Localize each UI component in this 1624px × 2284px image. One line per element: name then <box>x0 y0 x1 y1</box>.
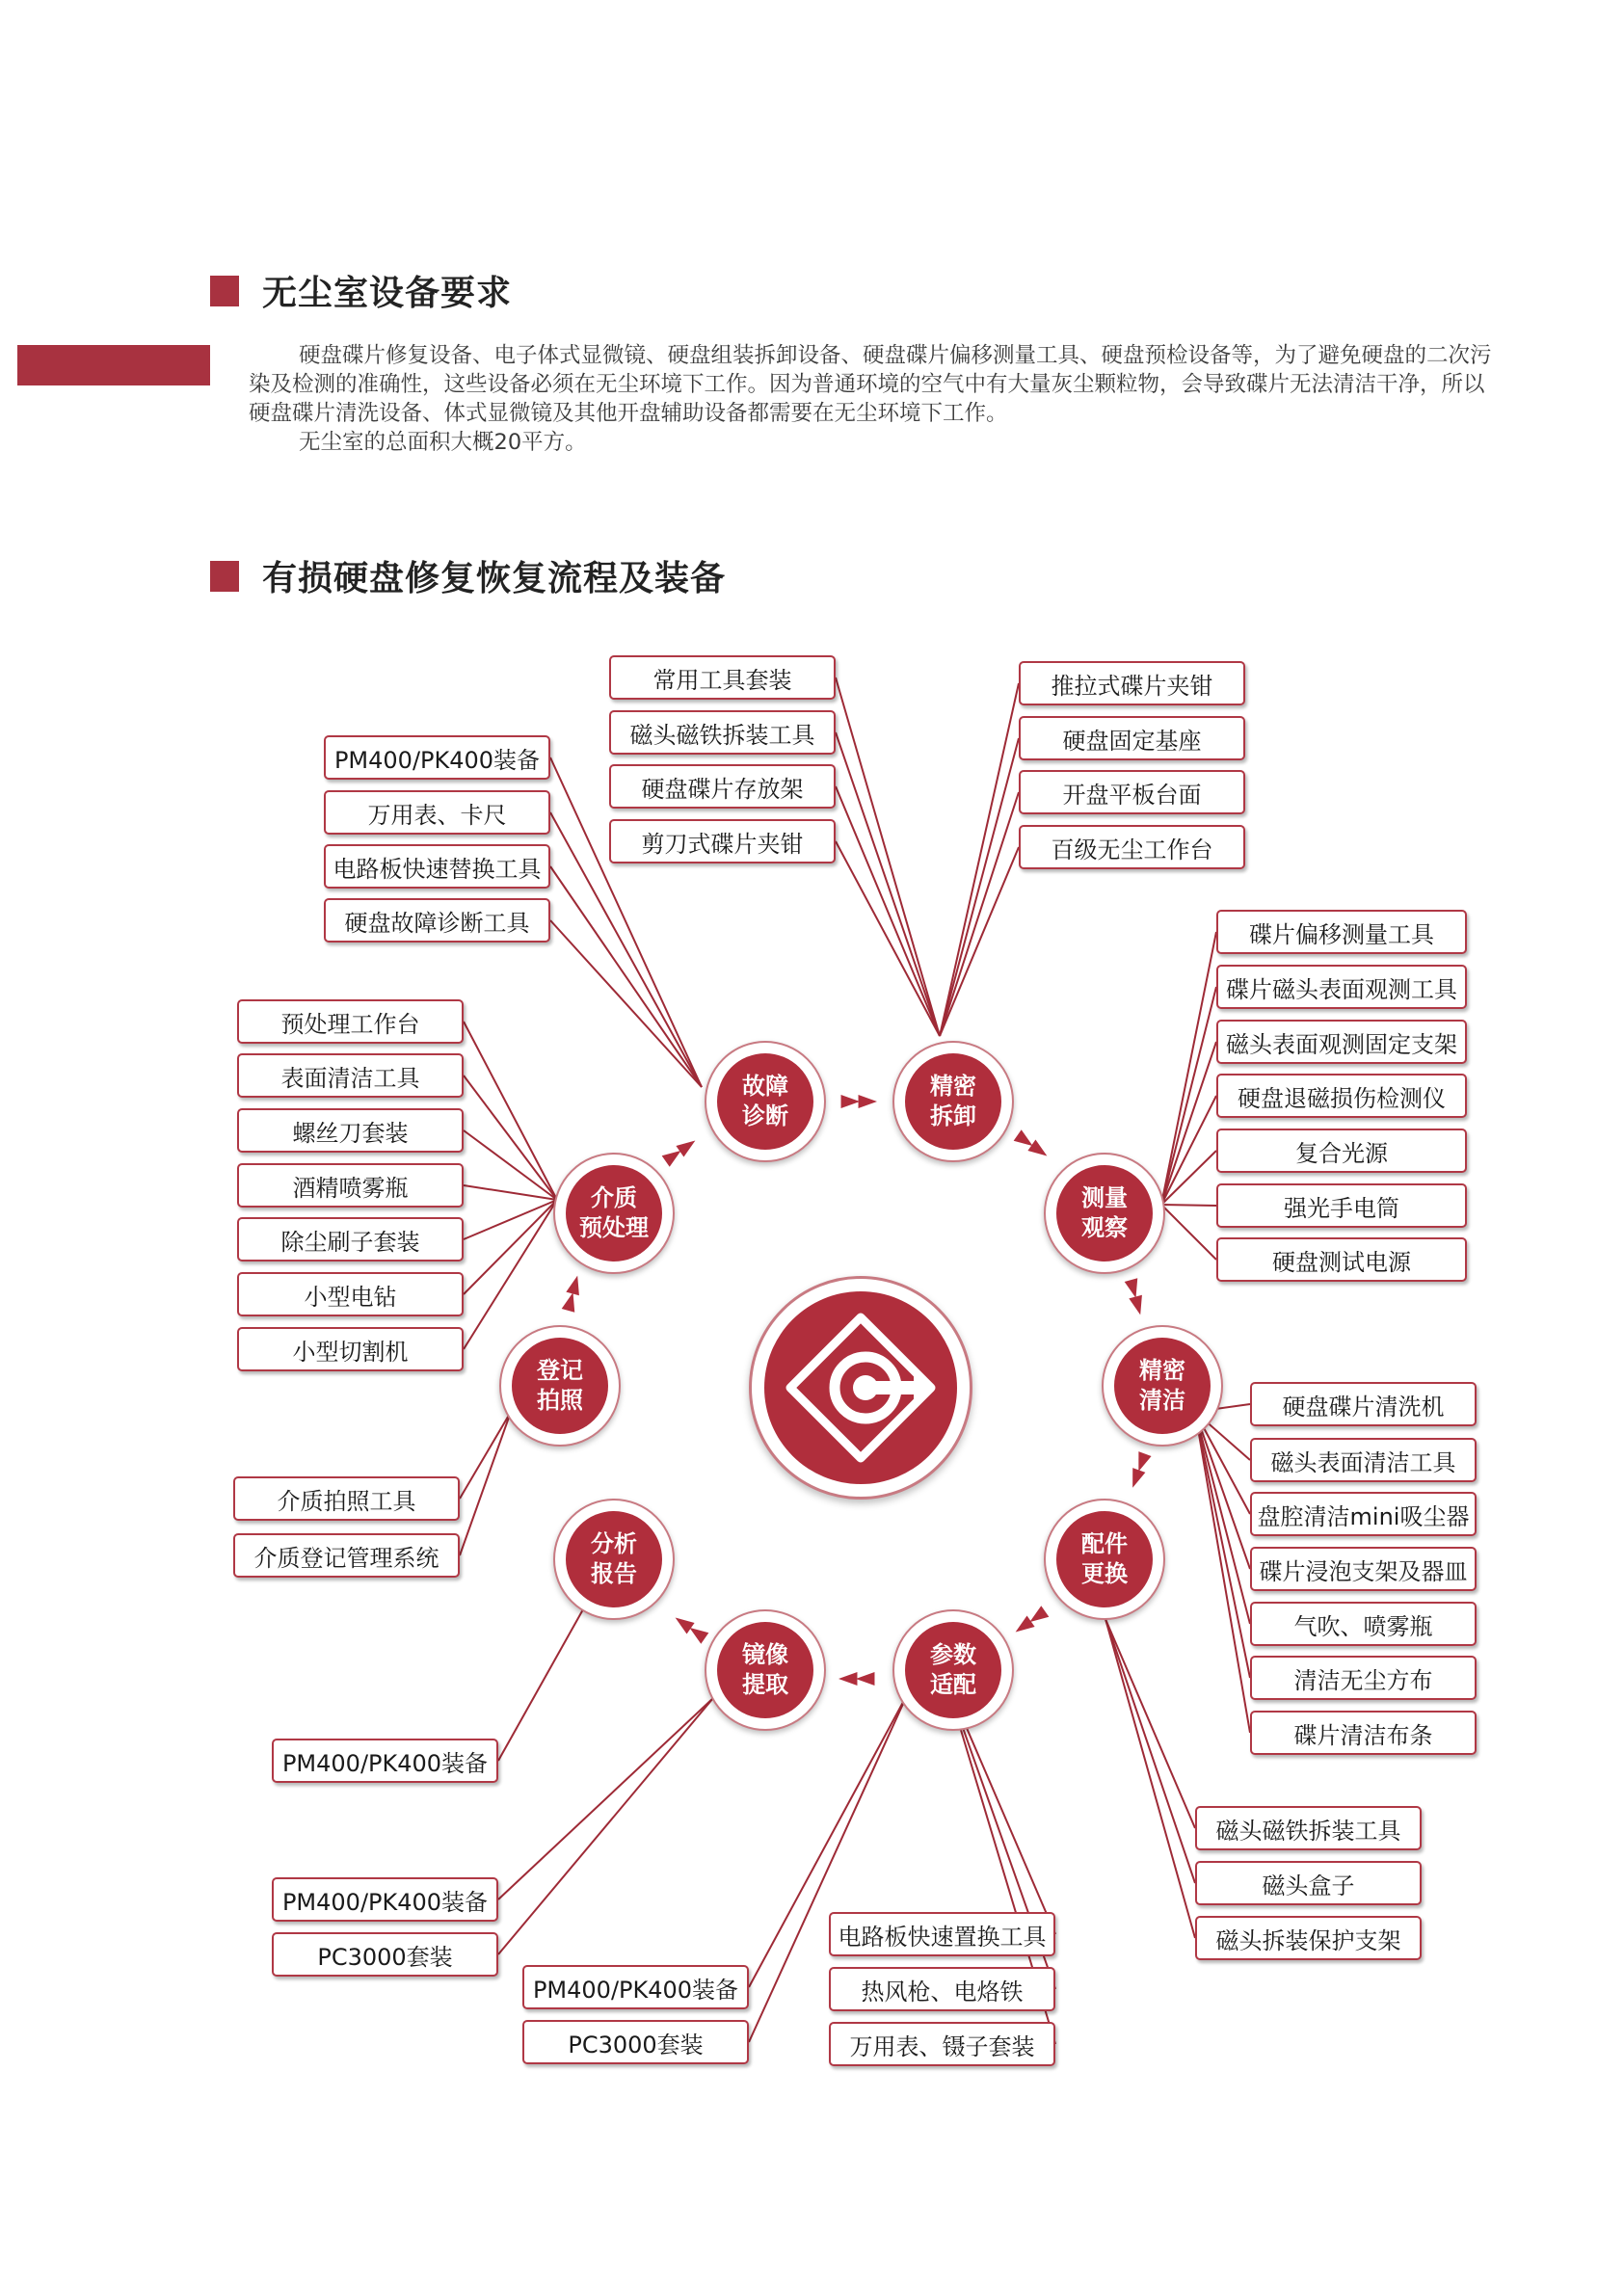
equipment-box: 硬盘测试电源 <box>1216 1237 1467 1282</box>
node-label: 更换 <box>1081 1560 1128 1587</box>
flow-arrow-icon <box>566 1276 579 1296</box>
connector-line <box>550 920 702 1087</box>
connector-line <box>498 1609 583 1761</box>
node-label: 分析 <box>591 1530 637 1557</box>
equipment-box: 常用工具套装 <box>609 655 836 700</box>
connector-line <box>464 1130 557 1200</box>
section-title-cleanroom: 无尘室设备要求 <box>262 273 513 313</box>
equipment-box: 电路板快速置换工具 <box>829 1912 1055 1956</box>
connector-line <box>460 1412 511 1555</box>
equipment-box: PC3000套装 <box>522 2020 749 2064</box>
flow-arrow-icon <box>562 1292 575 1313</box>
equipment-box: 磁头磁铁拆装工具 <box>1195 1806 1422 1850</box>
equipment-box: 开盘平板台面 <box>1019 770 1245 814</box>
connector-line <box>836 732 940 1036</box>
connector-line <box>940 738 1019 1036</box>
equipment-box: 碟片清洁布条 <box>1250 1711 1477 1755</box>
equipment-box: 磁头磁铁拆装工具 <box>609 710 836 755</box>
equipment-box: 气吹、喷雾瓶 <box>1250 1602 1477 1646</box>
connector-line <box>1161 1096 1216 1205</box>
connector-line <box>836 841 940 1036</box>
equipment-box: 硬盘故障诊断工具 <box>324 898 550 943</box>
equipment-box: 剪刀式碟片夹钳 <box>609 819 836 863</box>
flow-arrow-icon <box>859 1095 877 1108</box>
flow-arrow-icon <box>1027 1140 1047 1156</box>
equipment-box: 螺丝刀套装 <box>237 1108 464 1153</box>
connector-line <box>464 1200 557 1294</box>
equipment-box: PM400/PK400装备 <box>272 1739 498 1783</box>
equipment-box: 万用表、镊子套装 <box>829 2022 1055 2066</box>
equipment-box: 硬盘退磁损伤检测仪 <box>1216 1074 1467 1118</box>
equipment-box: 复合光源 <box>1216 1129 1467 1173</box>
connector-line <box>550 866 702 1087</box>
flow-arrow-icon <box>1132 1468 1145 1488</box>
node-label: 精密 <box>1139 1357 1185 1384</box>
node-image <box>705 1609 826 1731</box>
node-label: 清洁 <box>1139 1387 1185 1414</box>
equipment-box: 磁头表面观测固定支架 <box>1216 1020 1467 1064</box>
connector-line <box>940 683 1019 1036</box>
flow-arrow-icon <box>1129 1295 1142 1315</box>
equipment-box: 小型电钻 <box>237 1272 464 1316</box>
node-label: 诊断 <box>742 1102 788 1129</box>
equipment-box: 盘腔清洁mini吸尘器 <box>1250 1492 1477 1536</box>
company-logo-icon <box>752 1279 970 1497</box>
equipment-box: 磁头拆装保护支架 <box>1195 1916 1422 1960</box>
node-disassemble <box>892 1041 1014 1162</box>
node-report <box>553 1499 675 1620</box>
node-label: 适配 <box>930 1671 976 1698</box>
equipment-box: 万用表、卡尺 <box>324 790 550 835</box>
node-label: 配件 <box>1081 1530 1128 1557</box>
connector-line <box>498 1698 713 1899</box>
node-params <box>892 1609 1014 1731</box>
equipment-box: 除尘刷子套装 <box>237 1217 464 1262</box>
flow-arrow-icon <box>1016 1616 1035 1633</box>
flow-arrow-icon <box>856 1672 874 1686</box>
equipment-box: PM400/PK400装备 <box>272 1877 498 1922</box>
equipment-box: 碟片浸泡支架及器皿 <box>1250 1547 1477 1591</box>
equipment-box: 小型切割机 <box>237 1327 464 1371</box>
flow-arrow-icon <box>676 1618 695 1634</box>
connector-line <box>1105 1619 1195 1938</box>
connector-line <box>1195 1412 1250 1733</box>
connector-line <box>940 847 1019 1036</box>
equipment-box: 硬盘碟片清洗机 <box>1250 1382 1477 1426</box>
equipment-box: 硬盘固定基座 <box>1019 716 1245 760</box>
flow-arrow-icon <box>1125 1278 1138 1298</box>
equipment-box: 酒精喷雾瓶 <box>237 1163 464 1208</box>
node-label: 登记 <box>537 1357 583 1384</box>
equipment-box: 预处理工作台 <box>237 999 464 1044</box>
node-parts <box>1044 1499 1165 1620</box>
connector-line <box>1161 1205 1216 1260</box>
equipment-box: 电路板快速替换工具 <box>324 844 550 889</box>
connector-line <box>1105 1619 1195 1828</box>
connector-line <box>940 792 1019 1036</box>
equipment-box: 介质登记管理系统 <box>233 1533 460 1578</box>
node-label: 预处理 <box>579 1214 649 1241</box>
node-label: 拆卸 <box>930 1102 976 1129</box>
connector-line <box>1161 1205 1216 1206</box>
equipment-box: 推拉式碟片夹钳 <box>1019 661 1245 705</box>
connector-line <box>464 1185 557 1200</box>
node-label: 精密 <box>930 1073 976 1100</box>
flow-arrow-icon <box>1014 1129 1033 1146</box>
connector-line <box>1195 1412 1250 1624</box>
section-title-process: 有损硬盘修复恢复流程及装备 <box>262 558 727 598</box>
equipment-box: 介质拍照工具 <box>233 1476 460 1521</box>
connector-line <box>836 786 940 1036</box>
node-clean <box>1102 1325 1223 1447</box>
equipment-box: 磁头盒子 <box>1195 1861 1422 1905</box>
paragraph-1: 硬盘碟片修复设备、电子体式显微镜、硬盘组装拆卸设备、硬盘碟片偏移测量工具、硬盘预检设备等，为了避免硬盘的二次污染及检测的准确性，这些设备必须在无尘环境下工作。因为普通环境的空气中有大量灰尘颗粒物，会导致碟片无法清洁干净，所以硬盘碟片清洗设备、体式显微镜及其他开盘辅助设备都需要在无尘环境下工作。 <box>249 343 1492 426</box>
node-label: 报告 <box>591 1560 637 1587</box>
node-label: 提取 <box>742 1671 788 1698</box>
flow-arrow-icon <box>689 1628 708 1644</box>
equipment-box: 清洁无尘方布 <box>1250 1656 1477 1700</box>
flow-arrow-icon <box>839 1672 857 1686</box>
connector-line <box>464 1076 557 1200</box>
equipment-box: PM400/PK400装备 <box>522 1965 749 2009</box>
node-label: 观察 <box>1081 1214 1128 1241</box>
equipment-box: 百级无尘工作台 <box>1019 825 1245 869</box>
equipment-box: 表面清洁工具 <box>237 1053 464 1098</box>
connector-line <box>498 1698 713 1954</box>
connector-line <box>464 1022 557 1200</box>
equipment-box: 磁头表面清洁工具 <box>1250 1438 1477 1482</box>
node-label: 介质 <box>591 1184 637 1211</box>
node-label: 参数 <box>930 1641 976 1668</box>
equipment-box: 碟片偏移测量工具 <box>1216 910 1467 954</box>
node-preprocess <box>553 1153 675 1274</box>
node-diagnose <box>705 1041 826 1162</box>
node-label: 故障 <box>742 1073 788 1100</box>
node-label: 镜像 <box>742 1641 788 1668</box>
center-logo <box>749 1276 972 1500</box>
paragraph-2: 无尘室的总面积大概20平方。 <box>299 430 587 455</box>
equipment-box: 强光手电筒 <box>1216 1183 1467 1228</box>
flow-arrow-icon <box>676 1141 695 1157</box>
equipment-box: 热风枪、电烙铁 <box>829 1967 1055 2011</box>
flow-arrow-icon <box>662 1151 681 1167</box>
connector-line <box>464 1200 557 1239</box>
equipment-box: PC3000套装 <box>272 1932 498 1977</box>
connector-line <box>1105 1619 1195 1883</box>
equipment-box: 硬盘碟片存放架 <box>609 764 836 809</box>
equipment-box: PM400/PK400装备 <box>324 735 550 780</box>
equipment-box: 碟片磁头表面观测工具 <box>1216 965 1467 1009</box>
node-label: 测量 <box>1081 1184 1128 1211</box>
node-observe <box>1044 1153 1165 1274</box>
flow-arrow-icon <box>1029 1606 1049 1622</box>
connector-line <box>836 677 940 1036</box>
flow-arrow-icon <box>841 1095 860 1108</box>
node-label: 拍照 <box>537 1387 583 1414</box>
connector-line <box>1161 987 1216 1205</box>
flow-arrow-icon <box>1138 1451 1151 1472</box>
node-register <box>499 1325 621 1447</box>
